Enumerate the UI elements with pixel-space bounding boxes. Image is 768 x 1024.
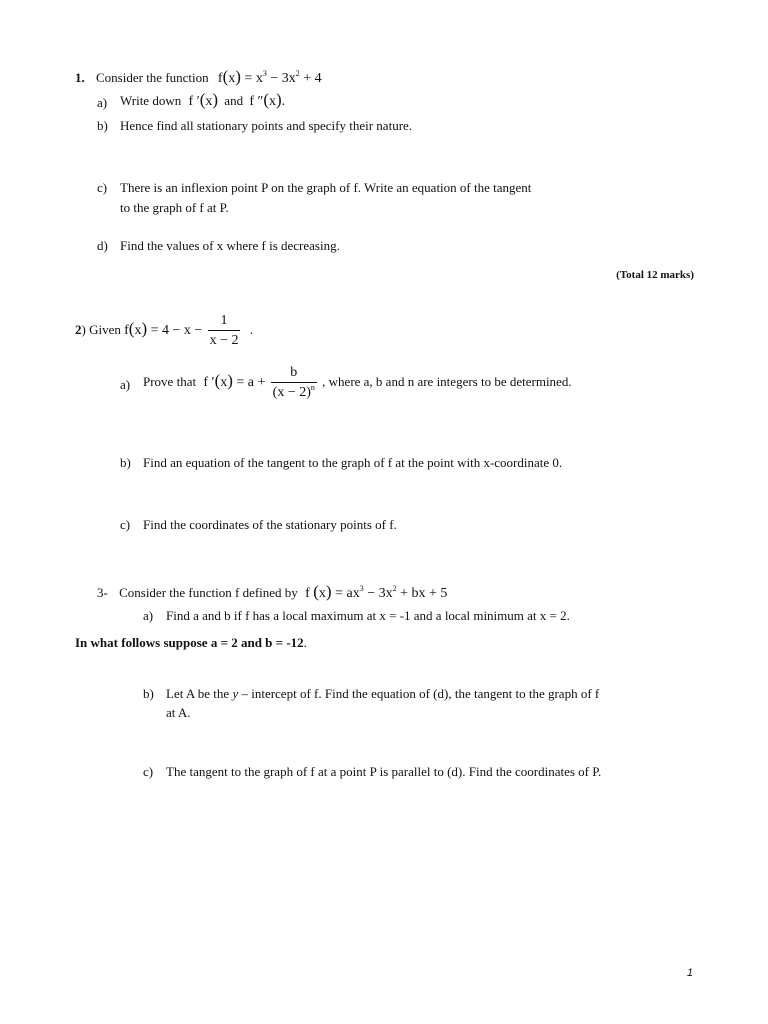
q2-fraction — [208, 313, 241, 349]
q2-a-fraction-denominator — [271, 382, 317, 401]
q1-function: $f(x) = x^3 - 3x^2 + 4$ — [217, 67, 322, 86]
q1-c-label: c) — [97, 180, 108, 195]
q1-number: 1. — [75, 70, 85, 85]
q2-a-fraction — [271, 365, 317, 401]
q2-function-left: f(x) = 4 − x − — [124, 318, 203, 338]
q3-assumption — [75, 635, 307, 651]
q1-a-deriv1: f ′(x) — [188, 90, 219, 109]
q2-a-lhs: f ′(x) = a + — [203, 370, 266, 390]
q2-end: . — [249, 321, 253, 337]
q2-a-fraction-exponent: n — [310, 383, 315, 392]
q2-given: ) Given — [81, 321, 121, 337]
q3-b-text-line2: at A. — [166, 705, 191, 720]
q1-b-text: Hence find all stationary points and specify their nature. — [120, 118, 413, 133]
q1-intro: Consider the function — [96, 70, 209, 85]
q1-a-text — [120, 90, 286, 110]
q1-heading — [75, 67, 322, 87]
q2-a-label: a) — [120, 377, 131, 392]
q3-b-line1: – intercept of f. Find the equation of (d), the tangent to the graph of f — [241, 686, 600, 701]
q3-b-y: y — [232, 686, 239, 701]
q2-a-fraction-numerator: b — [290, 365, 298, 380]
q1-a-deriv2: f ″(x). — [249, 90, 286, 109]
q2-b-label: b) — [120, 455, 131, 470]
q3-c-label: c) — [143, 764, 154, 779]
q3-b-text-line1 — [166, 686, 599, 702]
q3-assumption-end: . — [303, 635, 307, 650]
q1-a-write: Write down — [120, 93, 182, 108]
q3-intro: Consider the function f defined by — [119, 585, 298, 600]
q1-c-text-line1: There is an inflexion point P on the graph of f. Write an equation of the tangent — [120, 180, 532, 195]
q1-c-text-line2: to the graph of f at P. — [120, 200, 229, 215]
q1-d-label: d) — [97, 238, 108, 253]
q2-a-text — [143, 365, 572, 401]
q3-a-text: Find a and b if f has a local maximum at x = -1 and a local minimum at x = 2. — [166, 608, 570, 623]
q3-number: 3- — [97, 585, 108, 600]
q2-a-prove: Prove that — [143, 373, 197, 389]
q3-a-label: a) — [143, 608, 154, 623]
page-number: 1 — [686, 967, 693, 979]
q3-assumption-text: In what follows suppose a = 2 and b = -12 — [75, 635, 304, 650]
q1-total-marks: (Total 12 marks) — [616, 269, 694, 281]
q1-a-label: a) — [97, 95, 108, 110]
q2-c-label: c) — [120, 517, 131, 532]
q3-c-text: The tangent to the graph of f at a point P is parallel to (d). Find the coordinates of P. — [166, 764, 602, 779]
q2-c-text: Find the coordinates of the stationary points of f. — [143, 517, 397, 532]
q3-b-pre: Let A be the — [166, 686, 230, 701]
q1-a-and: and — [224, 93, 244, 108]
q2-fraction-numerator: 1 — [220, 313, 228, 328]
q1-b-label: b) — [97, 118, 108, 133]
q2-b-text: Find an equation of the tangent to the graph of f at the point with x-coordinate 0. — [143, 455, 563, 470]
q2-heading — [75, 313, 253, 349]
q3-function: f $(x) = ax^3 - 3x^2$ + bx + 5 — [305, 582, 448, 601]
q1-d-text: Find the values of x where f is decreasing. — [120, 238, 340, 253]
q2-fraction-denominator: x − 2 — [208, 330, 241, 349]
q2-a-fraction-base: (x − 2) — [272, 385, 311, 400]
q2-a-rest: , where a, b and n are integers to be determined. — [322, 373, 572, 389]
q2-number: 2 — [75, 321, 82, 337]
q3-b-label: b) — [143, 686, 154, 701]
q3-heading — [97, 582, 448, 602]
